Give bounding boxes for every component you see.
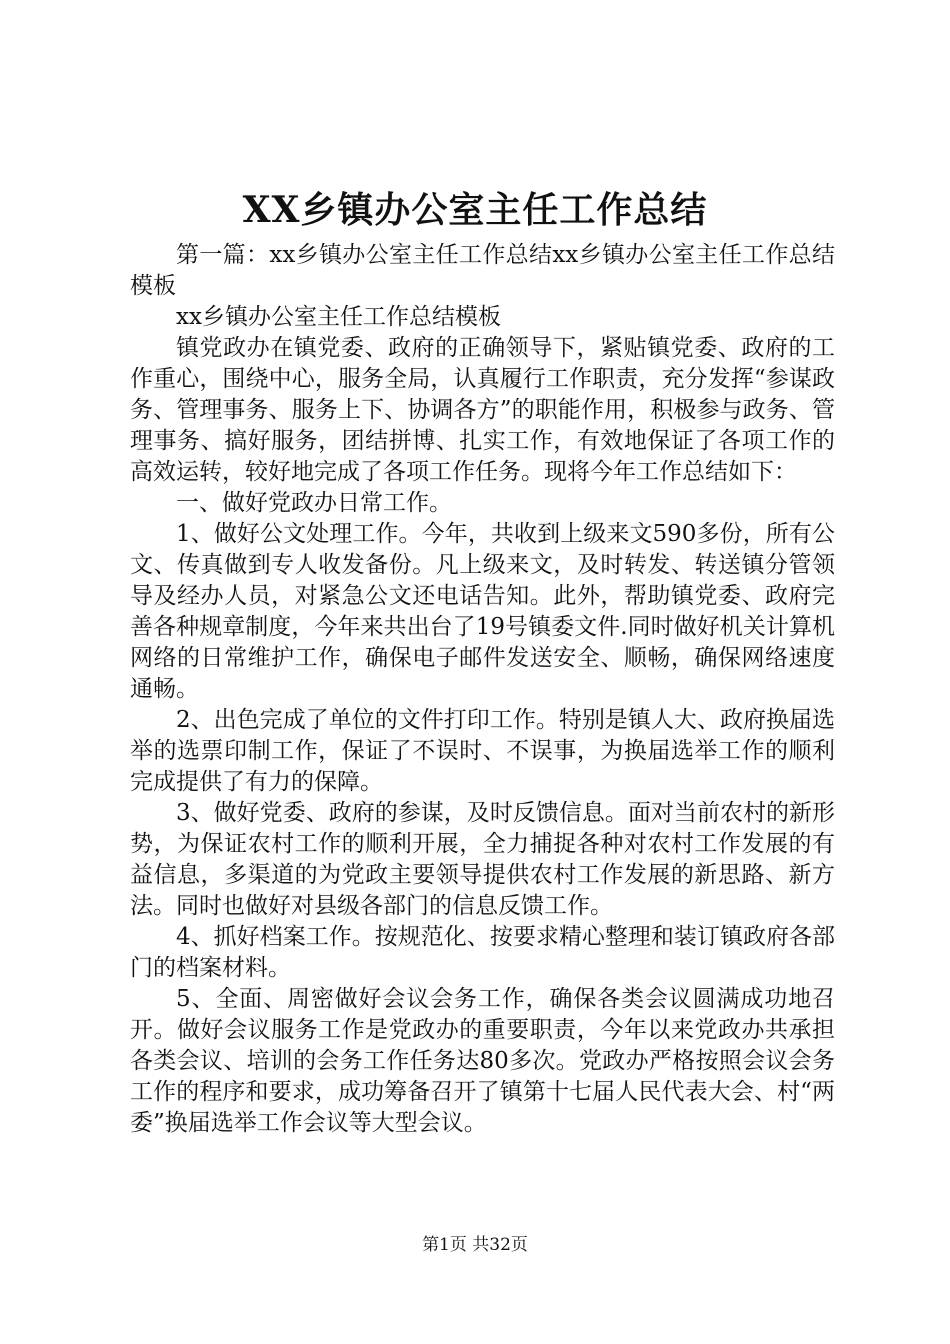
paragraph: 5、全面、周密做好会议会务工作，确保各类会议圆满成功地召开。做好会议服务工作是党政办的重要职责，今年以来党政办共承担各类会议、培训的会务工作任务达80多次。党政办严格按照会议会务工作的程序和要求，成功筹备召开了镇第十七届人民代表大会、村“两委”换届选举工作会议等大型会议。	[130, 986, 835, 1136]
paragraph: 第一篇：xx乡镇办公室主任工作总结xx乡镇办公室主任工作总结模板	[130, 242, 835, 299]
paragraph: 一、做好党政办日常工作。	[176, 490, 452, 516]
paragraph: 1、做好公文处理工作。今年，共收到上级来文590多份，所有公文、传真做到专人收发备份。凡上级来文，及时转发、转送镇分管领导及经办人员，对紧急公文还电话告知。此外，帮助镇党委、政府完善各种规章制度，今年来共出台了19号镇委文件.同时做好机关计算机网络的日常维护工作，确保电子邮件发送安全、顺畅，确保网络速度通畅。	[130, 521, 835, 702]
paragraph: 3、做好党委、政府的参谋，及时反馈信息。面对当前农村的新形势，为保证农村工作的顺利开展，全力捕捉各种对农村工作发展的有益信息，多渠道的为党政主要领导提供农村工作发展的新思路、新方法。同时也做好对县级各部门的信息反馈工作。	[130, 800, 835, 919]
paragraph: xx乡镇办公室主任工作总结模板	[176, 304, 501, 330]
document-title: XX乡镇办公室主任工作总结	[242, 189, 708, 231]
paragraph: 4、抓好档案工作。按规范化、按要求精心整理和装订镇政府各部门的档案材料。	[130, 924, 835, 981]
document-body	[130, 240, 835, 1139]
paragraph: 2、出色完成了单位的文件打印工作。特别是镇人大、政府换届选举的选票印制工作，保证了不误时、不误事，为换届选举工作的顺利完成提供了有力的保障。	[130, 707, 835, 795]
page-number-footer: 第1页 共32页	[422, 1235, 528, 1255]
paragraph: 镇党政办在镇党委、政府的正确领导下，紧贴镇党委、政府的工作重心，围绕中心，服务全局，认真履行工作职责，充分发挥“参谋政务、管理事务、服务上下、协调各方”的职能作用，积极参与政务、管理事务、搞好服务，团结拼博、扎实工作，有效地保证了各项工作的高效运转，较好地完成了各项工作任务。现将今年工作总结如下：	[130, 335, 835, 485]
